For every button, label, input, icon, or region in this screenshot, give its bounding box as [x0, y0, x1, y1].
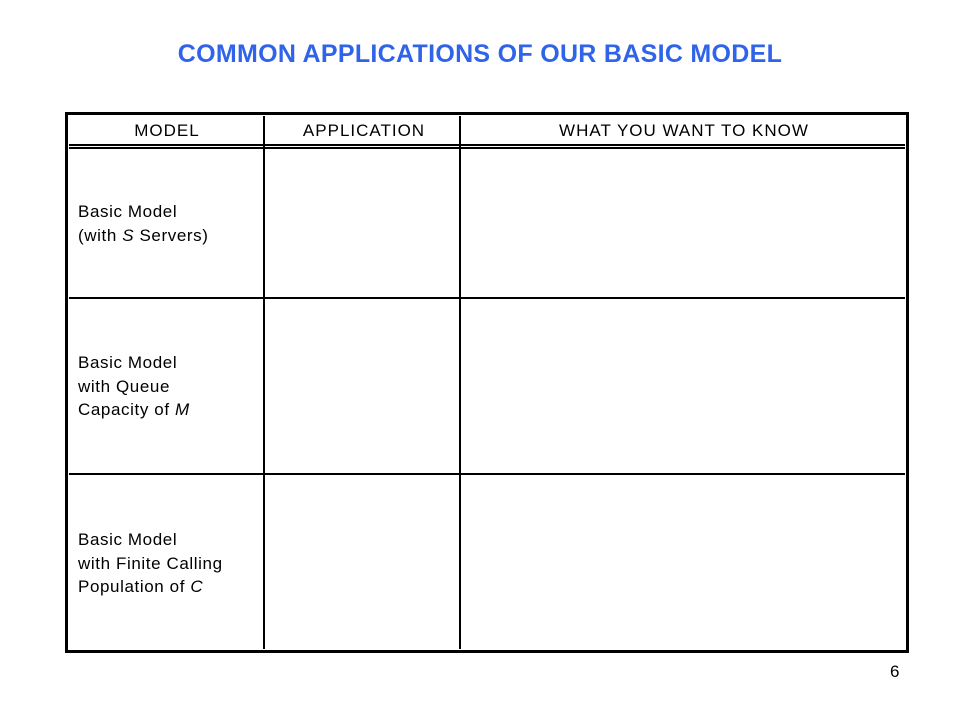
model-line: Basic Model: [78, 530, 178, 549]
variable-s: S: [122, 225, 135, 245]
variable-c: C: [190, 577, 204, 596]
model-line: Basic Model: [78, 353, 178, 372]
model-line: Basic Model: [78, 202, 178, 221]
model-line: Capacity of M: [78, 400, 190, 419]
column-header-application: APPLICATION: [302, 121, 426, 140]
applications-table: [65, 112, 909, 653]
model-line: with Queue: [78, 376, 170, 396]
table-row-1-what-you-want-to-know: [461, 149, 905, 297]
column-header-model: MODEL: [134, 121, 200, 140]
table-row-1-application: [265, 149, 459, 297]
table-row-3-what-you-want-to-know: [461, 475, 905, 650]
slide-title: COMMON APPLICATIONS OF OUR BASIC MODEL: [177, 40, 783, 68]
variable-m: M: [174, 400, 190, 419]
model-line: Population of C: [78, 577, 204, 596]
column-header-what-you-want-to-know: WHAT YOU WANT TO KNOW: [559, 121, 809, 140]
table-row-1-model: [78, 200, 268, 247]
table-row-3-application: [265, 475, 459, 650]
table-row-2-what-you-want-to-know: [461, 299, 905, 473]
table-header-row: [69, 116, 905, 146]
table-row-3-model: [78, 528, 268, 599]
page-number: 6: [890, 662, 900, 681]
table-row-2-application: [265, 299, 459, 473]
table-row-2-model: [78, 351, 268, 422]
model-line: (with S Servers): [78, 225, 209, 245]
model-line: with Finite Calling: [78, 553, 223, 573]
